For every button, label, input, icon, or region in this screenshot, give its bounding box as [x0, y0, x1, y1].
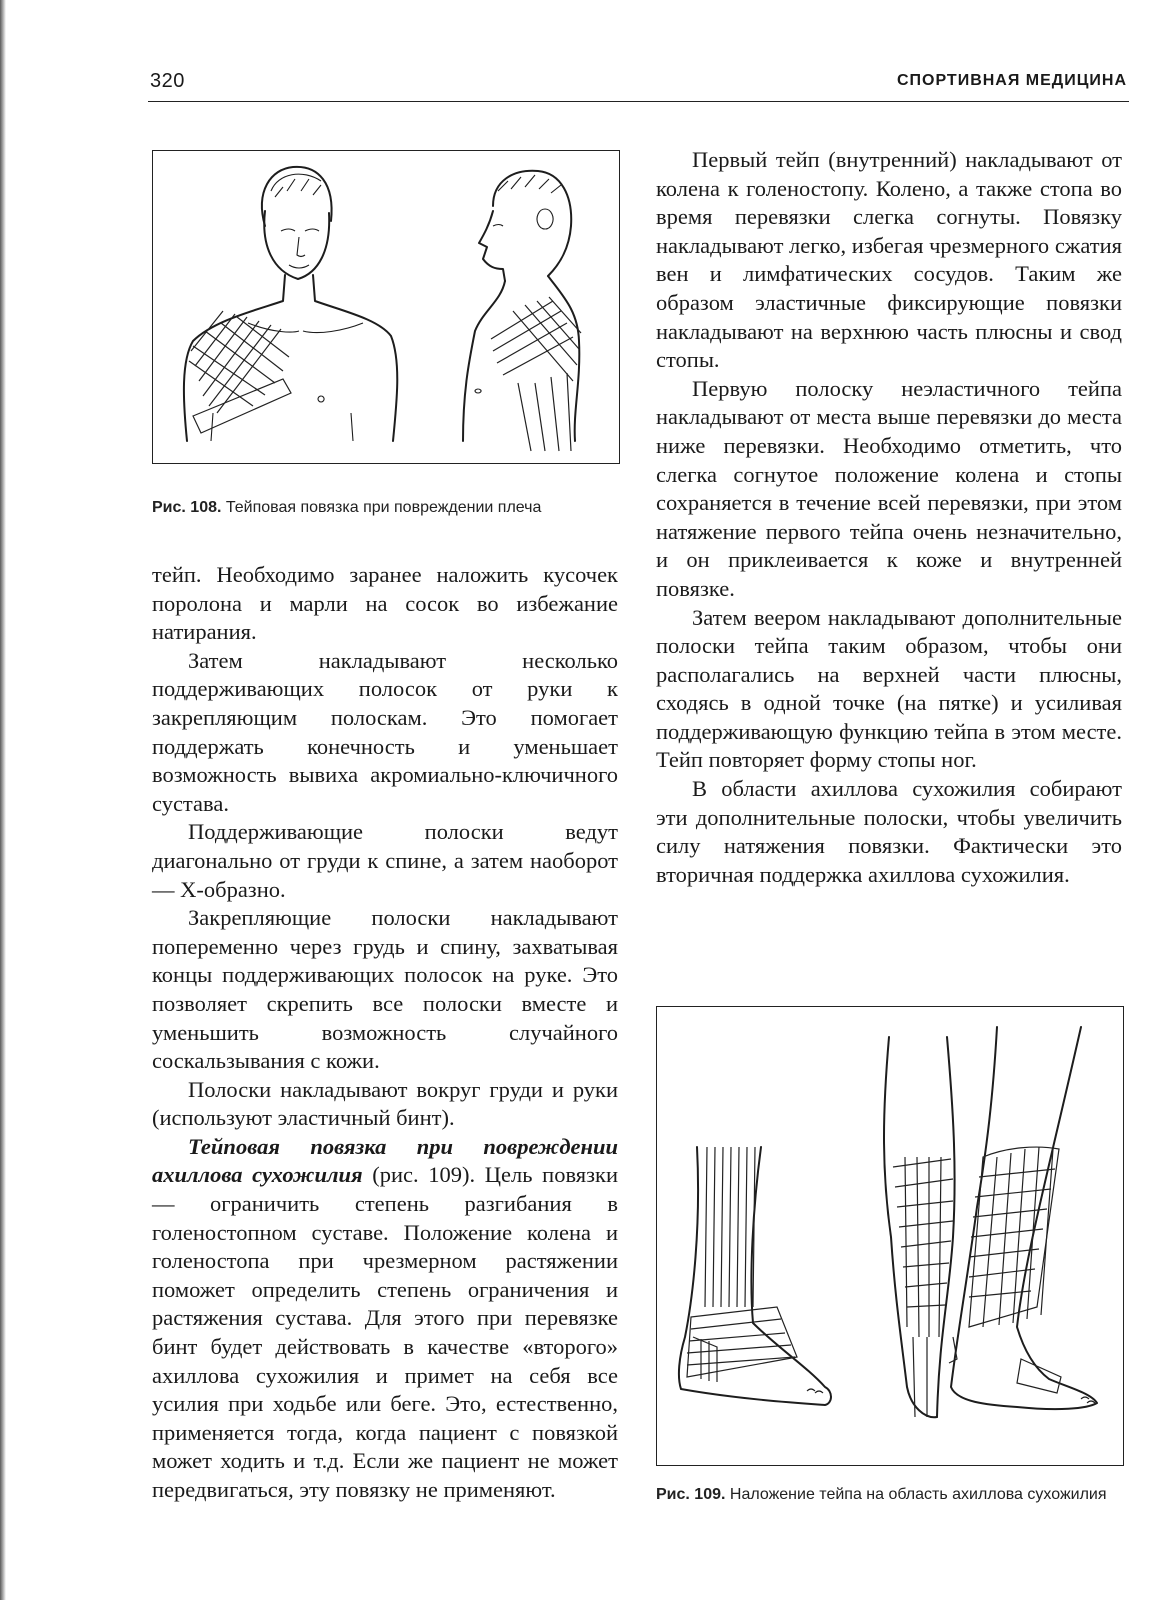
paragraph: Поддерживающие полоски ведут диагонально от груди к спине, а затем наоборот — Х-образно.	[152, 819, 618, 902]
middle-leg-drawing	[884, 1037, 957, 1417]
header-divider	[148, 101, 1129, 102]
running-header-title: СПОРТИВНАЯ МЕДИЦИНА	[896, 72, 1127, 89]
page-number: 320	[150, 70, 185, 92]
paragraph: тейп. Необходимо заранее наложить кусочек поролона и марли на сосок во избежание натирания.	[152, 562, 618, 645]
figure-109-frame	[656, 1006, 1124, 1466]
figure-109-caption-label: Рис. 109.	[656, 1486, 726, 1503]
figure-108-caption-text: Тейповая повязка при повреждении плеча	[221, 499, 542, 516]
paragraph: Полоски накладывают вокруг груди и руки (используют эластичный бинт).	[152, 1076, 618, 1131]
paragraph: В области ахиллова сухожилия собирают эти дополнительные полоски, чтобы увеличить силу натяжения повязки. Фактически это вторичная поддержка ахиллова сухожилия.	[656, 776, 1122, 887]
section-heading-achilles: Тейповая повязка при повреждении ахиллова сухожилия	[152, 1133, 618, 1188]
right-text-column	[656, 146, 1122, 889]
figure-108-caption-label: Рис. 108.	[152, 499, 222, 516]
shoulder-taping-illustration-icon	[153, 151, 619, 463]
paragraph: Затем накладывают несколько поддерживающих полосок от руки к закрепляющим полоскам. Это помогает поддержать конечность и уменьшает возможность вывиха акромиально-ключичного сустава.	[152, 647, 618, 816]
paragraph: Первый тейп (внутренний) накладывают от колена к голеностопу. Колено, а также стопа во время перевязки слегка согнуты. Повязку накладывают легко, избегая чрезмерного сжатия вен и лимфатических сосудов. Таким же образом эластичные фиксирующие повязки накладывают на верхнюю часть плюсны и свод стопы.	[656, 147, 1122, 373]
page-binding-edge	[0, 0, 6, 1600]
paragraph: Первую полоску неэластичного тейпа накладывают от места выше перевязки до места ниже перевязки. Необходимо отметить, что слегка согнутое положение колена и стопы сохраняется в течение всей перевязки, при этом натяжение первого тейпа очень незначительно, и он приклеивается к коже и внутренней повязке.	[656, 375, 1122, 601]
figure-109-caption	[656, 1484, 1126, 1506]
figure-108-caption	[152, 497, 622, 519]
paragraph-text: (рис. 109). Цель повязки — ограничить степень разгибания в голеностопном суставе. Положение колена и голеностопа при чрезмерном растяжении поможет определить степень ограничения и растяжения сустава. Для этого при перевязке бинт будет действовать в качестве «второго» ахиллова сухожилия и примет на себя все усилия при ходьбе или беге. Это, естественно, применяется тогда, когда пациент с повязкой может ходить и т.д. Если же пациент не может передвигаться, эту повязку не применяют.	[152, 1162, 618, 1502]
paragraph-achilles-intro	[152, 1133, 618, 1505]
achilles-taping-illustration-icon	[657, 1007, 1123, 1465]
front-figure-drawing	[184, 167, 397, 441]
left-text-column	[152, 561, 618, 1505]
paragraph: Закрепляющие полоски накладывают попеременно через грудь и спину, захватывая концы поддерживающих полосок на руке. Это позволяет скрепить все полоски вместе и уменьшить возможность случайного соскальзывания с кожи.	[152, 905, 618, 1074]
figure-109-caption-text: Наложение тейпа на область ахиллова сухожилия	[725, 1486, 1107, 1503]
figure-108-frame	[152, 150, 620, 464]
left-leg-drawing	[679, 1147, 831, 1405]
side-figure-drawing	[463, 171, 581, 451]
right-leg-drawing	[951, 1027, 1097, 1409]
paragraph: Затем веером накладывают дополнительные полоски тейпа таким образом, чтобы они располагались на верхней части плюсны, сходясь в одной точке (на пятке) и усиливая поддерживающую функцию тейпа в этом месте. Тейп повторяет форму стопы ног.	[656, 604, 1122, 773]
